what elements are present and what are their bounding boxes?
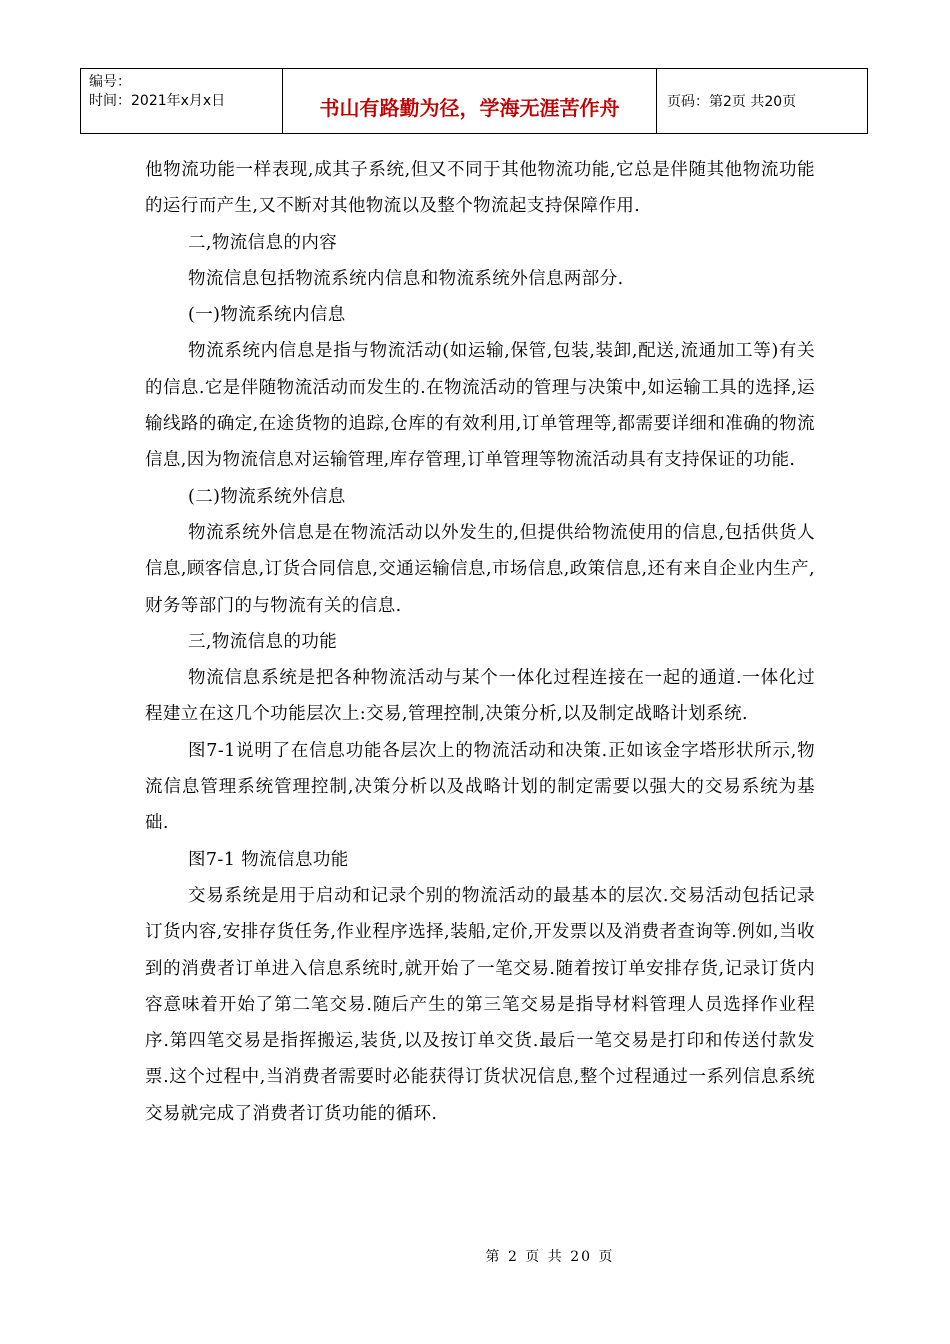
header-page-number: 页码：第2页 共20页 <box>667 94 797 110</box>
body-paragraph: 图7-1说明了在信息功能各层次上的物流活动和决策.正如该金字塔形状所示,物流信息管理系统管理控制,决策分析以及战略计划的制定需要以强大的交易系统为基础. <box>145 740 815 834</box>
body-paragraph: 他物流功能一样表现,成其子系统,但又不同于其他物流功能,它总是伴随其他物流功能的运行而产生,又不断对其他物流以及整个物流起支持保障作用. <box>145 160 815 217</box>
header-motto: 书山有路勤为径，学海无涯苦作舟 <box>283 69 657 133</box>
section-heading: 三,物流信息的功能 <box>188 631 338 652</box>
body-paragraph: 物流信息系统是把各种物流活动与某个一体化过程连接在一起的通道.一体化过程建立在这几个功能层次上:交易,管理控制,决策分析,以及制定战略计划系统. <box>145 668 815 725</box>
body-paragraph: 物流系统内信息是指与物流活动(如运输,保管,包装,装卸,配送,流通加工等)有关的信息.它是伴随物流活动而发生的.在物流活动的管理与决策中,如运输工具的选择,运输线路的确定,在途货物的追踪,仓库的有效利用,订单管理等,都需要详细和准确的物流信息,因为物流信息对运输管理,库存管理,订单管理等物流活动具有支持保证的功能. <box>145 341 815 471</box>
header-info-cell <box>81 69 283 133</box>
body-paragraph: 物流系统外信息是在物流活动以外发生的,但提供给物流使用的信息,包括供货人信息,顾客信息,订货合同信息,交通运输信息,市场信息,政策信息,还有来自企业内生产,财务等部门的与物流有关的信息. <box>145 522 815 616</box>
subsection-heading: (一)物流系统内信息 <box>188 305 346 326</box>
figure-caption: 图7-1 物流信息功能 <box>188 849 349 870</box>
page-header <box>80 68 868 134</box>
body-paragraph: 物流信息包括物流系统内信息和物流系统外信息两部分. <box>188 268 624 289</box>
body-paragraph: 交易系统是用于启动和记录个别的物流活动的最基本的层次.交易活动包括记录订货内容,安排存货任务,作业程序选择,装船,定价,开发票以及消费者查询等.例如,当收到的消费者订单进入信息系统时,就开始了一笔交易.随着按订单安排存货,记录订货内容意味着开始了第二笔交易.随后产生的第三笔交易是指导材料管理人员选择作业程序.第四笔交易是指挥搬运,装货,以及按订单交货.最后一笔交易是打印和传送付款发票.这个过程中,当消费者需要时必能获得订货状况信息,整个过程通过一系列信息系统交易就完成了消费者订货功能的循环. <box>145 885 815 1124</box>
document-date-label: 时间：2021年x月x日 <box>89 93 226 109</box>
page-footer: 第 2 页 共 20 页 <box>485 1249 615 1265</box>
subsection-heading: (二)物流系统外信息 <box>188 486 346 507</box>
document-body <box>145 152 815 1132</box>
section-heading: 二,物流信息的内容 <box>188 232 338 253</box>
document-number-label: 编号： <box>89 74 131 90</box>
